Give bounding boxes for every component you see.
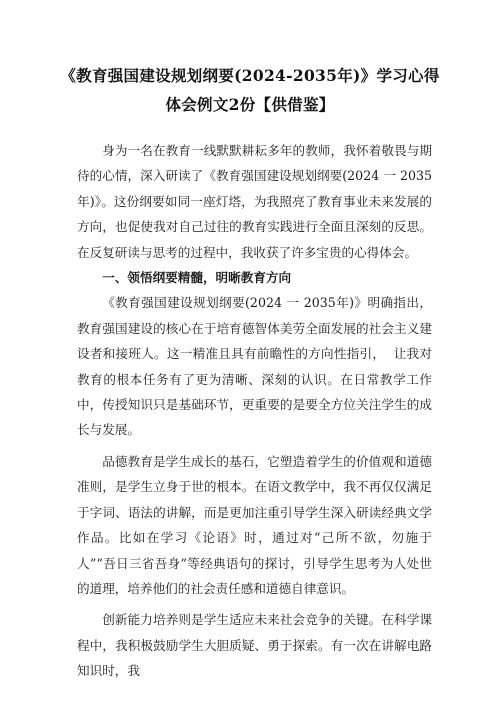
paragraph-intro: 身为一名在教育一线默默耕耘多年的教师，我怀着敬畏与期待的心情，深入研读了《教育强国建设规划纲要(2024 一 2035年)》。这份纲要如同一座灯塔，为我照亮了教育事业未来发展的方向，也促使我对自己过往的教育实践进行全面且深刻的反思。在反复研读与思考的过程中，我收获了许多宝贵的心得体会。	[77, 143, 432, 260]
paragraph-innovation: 创新能力培养则是学生适应未来社会竞争的关键。在科学课程中，我积极鼓励学生大胆质疑、勇于探索。有一次在讲解电路知识时，我	[77, 612, 432, 679]
document-body	[77, 138, 441, 684]
section-heading-1: 一、领悟纲要精髓，明晰教育方向	[102, 270, 292, 286]
document-title-line-1: 《教育强国建设规划纲要(2024-2035年)》学习心得	[60, 66, 440, 85]
document-title-line-2: 体会例文2份【供借鉴】	[165, 95, 335, 114]
paragraph-moral-education: 品德教育是学生成长的基石，它塑造着学生的价值观和道德准则，是学生立身于世的根本。在语文教学中，我不再仅仅满足于字词、语法的讲解，而是更加注重引导学生深入研读经典文学作品。比如在学习《论语》时，通过对“己所不欲，勿施于人”“吾日三省吾身”等经典语句的探讨，引导学生思考为人处世的道理，培养他们的社会责任感和道德自律意识。	[77, 453, 432, 596]
paragraph-guidance: 《教育强国建设规划纲要(2024 一 2035年)》明确指出， 教育强国建设的核心在于培育德智体美劳全面发展的社会主义建设者和接班人。这一精准且具有前瞻性的方向性指引， 让我对教育的根本任务有了更为清晰、深刻的认识。在日常教学工作中，传授知识只是基础环节，更重要的是要全方位关注学生的成长与发展。	[77, 295, 441, 438]
